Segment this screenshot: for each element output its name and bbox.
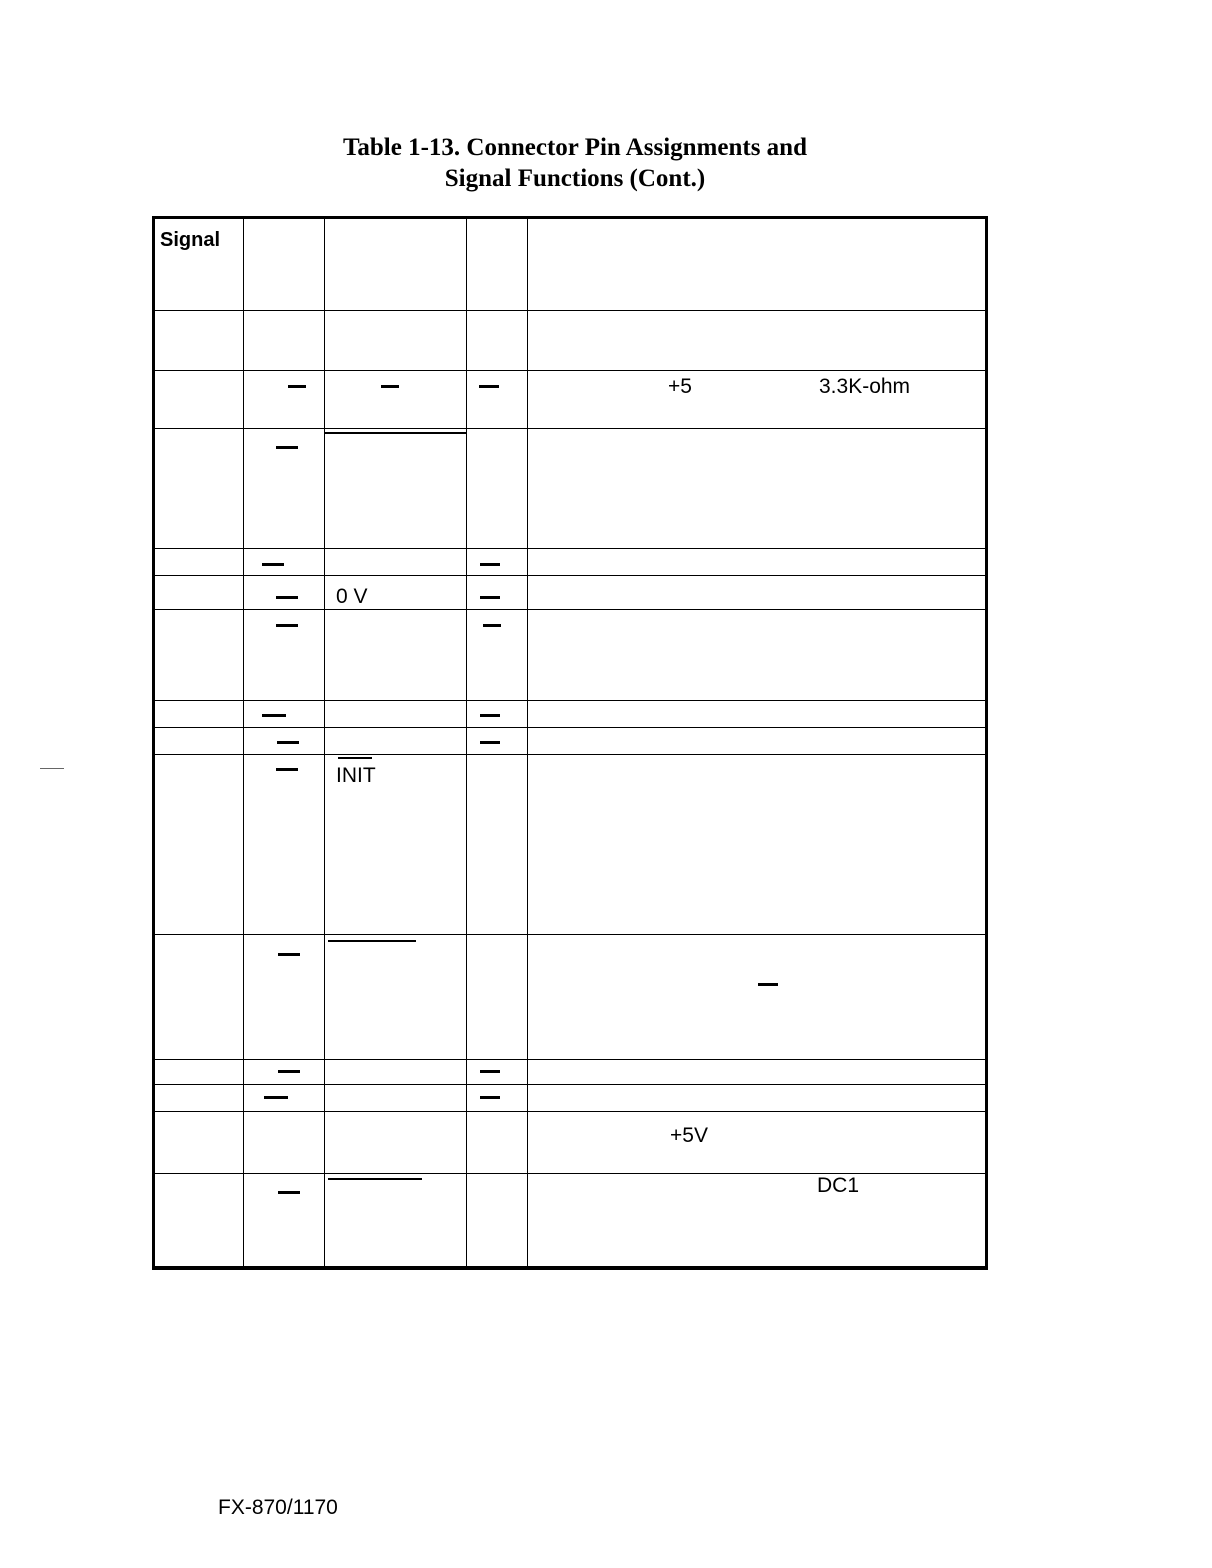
- dash-mark: [277, 741, 299, 744]
- signal-overline: [328, 1178, 422, 1180]
- dash-mark: [276, 624, 298, 627]
- dash-mark: [276, 768, 298, 771]
- dash-mark: [381, 385, 399, 388]
- cell-text: DC1: [817, 1174, 860, 1197]
- scan-mark: [40, 768, 64, 769]
- row-divider: [152, 428, 988, 429]
- dash-mark: [288, 385, 306, 388]
- row-divider: [152, 754, 988, 755]
- dash-mark: [262, 714, 286, 717]
- dash-mark: [480, 714, 500, 717]
- dash-mark: [262, 563, 284, 566]
- dash-mark: [480, 596, 500, 599]
- row-divider: [152, 1111, 988, 1112]
- row-divider: [152, 370, 988, 371]
- dash-mark: [278, 1191, 300, 1194]
- dash-mark: [480, 563, 500, 566]
- row-divider: [152, 727, 988, 728]
- row-divider: [152, 609, 988, 610]
- table-border-top: [152, 216, 988, 219]
- row-divider: [152, 700, 988, 701]
- dash-mark: [276, 596, 298, 599]
- page-footer: FX-870/1170: [218, 1496, 338, 1519]
- dash-mark: [483, 624, 501, 627]
- dash-mark: [480, 1070, 500, 1073]
- dash-mark: [264, 1096, 288, 1099]
- signal-overline: [328, 940, 416, 942]
- row-divider: [152, 310, 988, 311]
- row-divider: [152, 934, 988, 935]
- cell-text: INIT: [336, 764, 376, 787]
- row-divider: [152, 575, 988, 576]
- row-divider: [152, 1059, 988, 1060]
- dash-mark: [480, 1096, 500, 1099]
- dash-mark: [758, 983, 778, 986]
- cell-text: +5: [668, 375, 692, 398]
- row-divider: [152, 1173, 988, 1174]
- dash-mark: [278, 1070, 300, 1073]
- dash-mark: [480, 741, 500, 744]
- table-border-bottom: [152, 1266, 988, 1270]
- pin-assignment-table: [152, 216, 988, 1272]
- cell-text: +5V: [670, 1124, 708, 1147]
- dash-mark: [276, 446, 298, 449]
- row-divider: [152, 1084, 988, 1085]
- cell-text: 3.3K-ohm: [819, 375, 911, 398]
- signal-overline: [324, 432, 466, 434]
- header-signal: Signal: [160, 229, 221, 251]
- page-title-line-2: Signal Functions (Cont.): [444, 165, 706, 192]
- dash-mark: [278, 953, 300, 956]
- dash-mark: [479, 385, 499, 388]
- page-title-line-1: Table 1-13. Connector Pin Assignments and: [343, 134, 807, 161]
- row-divider: [152, 548, 988, 549]
- cell-text: 0 V: [336, 585, 368, 608]
- init-overbar: [338, 757, 372, 759]
